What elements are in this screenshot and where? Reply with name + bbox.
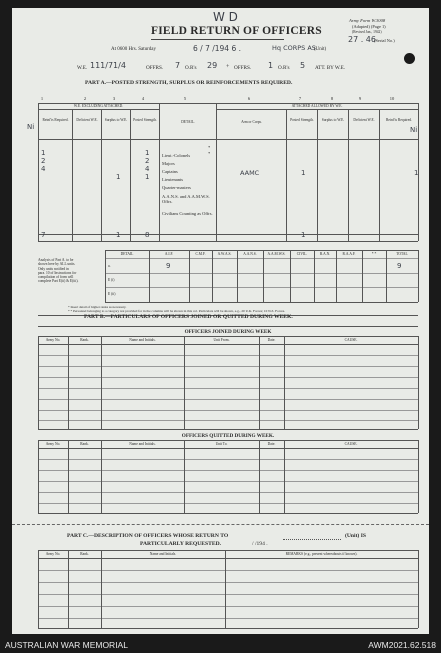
table-rule bbox=[38, 109, 159, 110]
header-posted-strength: Posted Strength. bbox=[133, 118, 157, 122]
col-number: 4 bbox=[141, 96, 145, 101]
detail-label: Quarter-masters bbox=[162, 185, 191, 190]
analysis-rule bbox=[212, 250, 213, 302]
quitted-table-rule bbox=[38, 440, 39, 513]
perforation-line bbox=[12, 524, 429, 525]
part-c-table-rule bbox=[68, 550, 69, 628]
quitted-table-rule bbox=[38, 481, 418, 482]
analysis-header: R.A.N. bbox=[319, 252, 331, 256]
part-c-col-header: Rank. bbox=[80, 552, 89, 556]
ors-label: O.R's bbox=[185, 65, 197, 71]
total-col3: 1 bbox=[116, 231, 121, 239]
joined-table-rule bbox=[38, 344, 418, 345]
analysis-rule bbox=[105, 258, 418, 259]
col4-value-ltcol: 1 bbox=[145, 149, 150, 157]
asterisk-mark: * bbox=[208, 145, 211, 150]
table-rule bbox=[286, 109, 287, 241]
joined-table-rule bbox=[38, 388, 418, 389]
analysis-row-label: E (i) bbox=[108, 278, 115, 282]
col3-value-lieutenant: 1 bbox=[116, 173, 121, 181]
header-detail: DETAIL. bbox=[181, 120, 195, 124]
header-reinforcements: Reinf'ts Required. bbox=[42, 118, 69, 122]
part-c-col-header: Army No. bbox=[45, 552, 61, 556]
analysis-rule bbox=[290, 250, 291, 302]
col2-value-ltcol: 1 bbox=[41, 149, 46, 157]
part-c-heading: PART C.—DESCRIPTION OF OFFICERS WHOSE RETURN TO bbox=[67, 533, 229, 539]
army-form-number: Army Form W.3008 bbox=[349, 18, 386, 23]
offrs-value: 7 bbox=[175, 61, 181, 70]
plus-sign: + bbox=[226, 64, 230, 70]
analysis-header: TOTAL bbox=[396, 252, 408, 256]
analysis-header: DETAIL bbox=[120, 252, 134, 256]
footnote-other-personnel: * * Personnel belonging to a category not provided for in the columns will be shown in this col. Particulars will be shown, e.g., 20 U.K. Forces; 10 N.Z. Forces. bbox=[68, 309, 286, 313]
table-rule bbox=[38, 234, 418, 235]
joined-table-rule bbox=[38, 420, 418, 421]
joined-col-header: Army No. bbox=[45, 338, 61, 342]
analysis-rule bbox=[418, 250, 419, 302]
analysis-aif-value: 9 bbox=[166, 262, 171, 270]
form-title: FIELD RETURN OF OFFICERS bbox=[151, 25, 322, 37]
header-attached-deficient: Deficient W.E. bbox=[353, 118, 375, 122]
quitted-table-rule bbox=[38, 513, 418, 514]
joined-table-rule bbox=[38, 336, 418, 337]
col4-value-captain: 4 bbox=[145, 165, 150, 173]
analysis-rule bbox=[105, 273, 418, 274]
total-col1: 7 bbox=[41, 231, 46, 239]
analysis-rule bbox=[105, 302, 418, 303]
report-time-label: At 0600 Hrs. Saturday bbox=[111, 47, 156, 52]
ors-value: 29 bbox=[207, 61, 218, 70]
part-c-table-rule bbox=[38, 570, 418, 571]
section-rule bbox=[38, 326, 418, 327]
joined-table-rule bbox=[38, 366, 418, 367]
group-header-attached: ATTACHED ALLOWED BY W.E. bbox=[291, 104, 343, 108]
quitted-table-rule bbox=[101, 440, 102, 513]
quitted-heading: OFFICERS QUITTED DURING WEEK. bbox=[181, 433, 275, 439]
part-c-table-rule bbox=[225, 550, 226, 628]
unit-blank-line bbox=[283, 539, 341, 540]
analysis-total-value: 9 bbox=[397, 262, 402, 270]
analysis-rule bbox=[189, 250, 190, 302]
analysis-rule bbox=[336, 250, 337, 302]
analysis-row-label: E (ii) bbox=[108, 292, 116, 296]
we-label: W.E. bbox=[77, 65, 88, 71]
col4-value-lieutenant: 1 bbox=[145, 173, 150, 181]
analysis-rule bbox=[149, 250, 150, 302]
joined-table-rule bbox=[38, 355, 418, 356]
header-attached-surplus: Surplus to W.E. bbox=[321, 118, 345, 122]
unit-name-value: Hq CORPS AS bbox=[272, 44, 316, 52]
detail-label: Lieutenants bbox=[162, 177, 183, 182]
table-rule bbox=[379, 109, 380, 241]
header-attached-reinforcements: Reinf'ts Required. bbox=[386, 118, 412, 122]
analysis-rule bbox=[105, 250, 418, 251]
joined-table-rule bbox=[68, 336, 69, 429]
document-page bbox=[12, 8, 429, 634]
analysis-header: A.W.A.S. bbox=[217, 252, 232, 256]
col-number: 10 bbox=[389, 96, 395, 101]
joined-table-rule bbox=[101, 336, 102, 429]
detail-label: Lieut.-Colonels bbox=[162, 153, 191, 158]
header-deficient: Deficient W.E. bbox=[76, 118, 98, 122]
footer-institution: AUSTRALIAN WAR MEMORIAL bbox=[5, 640, 128, 650]
table-rule bbox=[72, 109, 73, 241]
serial-number-label: (Serial No.) bbox=[374, 38, 395, 43]
joined-table-rule bbox=[418, 336, 419, 429]
part-a-heading: PART A.—POSTED STRENGTH, SURPLUS OR REINFORCEMENTS REQUIRED. bbox=[85, 80, 293, 86]
footer-accession-number: AWM2021.62.518 bbox=[368, 640, 436, 650]
table-rule bbox=[348, 109, 349, 241]
joined-table-rule bbox=[284, 336, 285, 429]
offrs-label: OFFRS. bbox=[146, 65, 164, 71]
analysis-instructions: Analysis of Part A. to be shown here by ALL units. Only units notified in para. 10 of Instructions for compilation of form will complete Part E(ii) & E(iii). bbox=[38, 258, 79, 284]
detail-label: A.A.N.S. and A.A.M.W.S. Offrs. bbox=[162, 194, 210, 204]
total-col4: 8 bbox=[145, 231, 150, 239]
part-c-table-rule bbox=[38, 606, 418, 607]
analysis-header: A.A.M.W.S. bbox=[267, 252, 286, 256]
quitted-col-header: Rank. bbox=[80, 442, 89, 446]
title-underline bbox=[151, 39, 284, 40]
part-c-date: / /194 . bbox=[252, 541, 268, 547]
part-c-col-header: REMARKS (e.g., present whereabouts if known). bbox=[285, 552, 358, 556]
offrs2-value: 1 bbox=[268, 61, 274, 70]
analysis-rule bbox=[105, 250, 106, 302]
quitted-table-rule bbox=[38, 459, 418, 460]
detail-label: Captains bbox=[162, 169, 178, 174]
quitted-table-rule bbox=[259, 440, 260, 513]
analysis-header: CIVIL. bbox=[296, 252, 308, 256]
col-number: 6 bbox=[247, 96, 251, 101]
total-col7: 1 bbox=[301, 231, 306, 239]
analysis-header: C.M.F. bbox=[195, 252, 206, 256]
analysis-row-label: a. bbox=[108, 264, 111, 268]
quitted-col-header: Army No. bbox=[45, 442, 61, 446]
analysis-header: R.A.A.F. bbox=[342, 252, 356, 256]
joined-table-rule bbox=[259, 336, 260, 429]
part-c-table-rule bbox=[38, 628, 418, 629]
table-rule bbox=[317, 109, 318, 241]
joined-table-rule bbox=[38, 410, 418, 411]
part-c-table-rule bbox=[38, 582, 418, 583]
part-c-unit-label: (Unit) IS bbox=[345, 533, 366, 539]
joined-col-header: Name and Initials. bbox=[129, 338, 156, 342]
col4-value-major: 2 bbox=[145, 157, 150, 165]
col2-value-major: 2 bbox=[41, 157, 46, 165]
quitted-col-header: CAUSE. bbox=[344, 442, 358, 446]
asterisk-mark: * bbox=[208, 151, 211, 156]
arm-or-corps-value: AAMC bbox=[240, 169, 260, 177]
quitted-table-rule bbox=[418, 440, 419, 513]
part-c-table-rule bbox=[418, 550, 419, 628]
joined-table-rule bbox=[38, 377, 418, 378]
analysis-header: A.A.N.S. bbox=[243, 252, 257, 256]
header-surplus: Surplus to W.E. bbox=[104, 118, 128, 122]
joined-table-rule bbox=[38, 429, 418, 430]
analysis-rule bbox=[314, 250, 315, 302]
part-c-heading-2: PARTICULARLY REQUESTED. bbox=[140, 541, 222, 547]
joined-heading: OFFICERS JOINED DURING WEEK bbox=[184, 329, 272, 335]
joined-col-header: Rank. bbox=[80, 338, 89, 342]
joined-table-rule bbox=[38, 336, 39, 429]
col-number: 7 bbox=[298, 96, 302, 101]
quitted-table-rule bbox=[284, 440, 285, 513]
quitted-col-header: Date. bbox=[267, 442, 276, 446]
joined-col-header: Unit From. bbox=[213, 338, 230, 342]
handwritten-top-note: W D bbox=[213, 10, 238, 24]
col7-value: 1 bbox=[301, 169, 306, 177]
analysis-rule bbox=[263, 250, 264, 302]
quitted-table-rule bbox=[38, 440, 418, 441]
joined-table-rule bbox=[184, 336, 185, 429]
margin-mark-right: Ni bbox=[410, 126, 418, 134]
margin-mark-left: Ni bbox=[27, 123, 35, 131]
analysis-rule bbox=[237, 250, 238, 302]
ors2-value: 5 bbox=[300, 61, 306, 70]
part-b-heading: PART B.—PARTICULARS OF OFFICERS JOINED OR QUITTED DURING WEEK. bbox=[84, 314, 293, 320]
col2-value-captain: 4 bbox=[41, 165, 46, 173]
analysis-rule bbox=[105, 287, 418, 288]
quitted-table-rule bbox=[38, 503, 418, 504]
table-rule bbox=[130, 109, 131, 241]
quitted-table-rule bbox=[68, 440, 69, 513]
quitted-table-rule bbox=[38, 470, 418, 471]
part-c-table-rule bbox=[38, 594, 418, 595]
joined-col-header: CAUSE. bbox=[344, 338, 358, 342]
part-c-table-rule bbox=[38, 550, 39, 628]
group-header-we: W.E. EXCLUDING ATTACHED. bbox=[73, 104, 124, 108]
detail-label: Majors bbox=[162, 161, 175, 166]
army-form-adapted: (Adapted) (Page 1) bbox=[352, 24, 386, 29]
part-c-table-rule bbox=[101, 550, 102, 628]
part-c-table-rule bbox=[38, 550, 418, 551]
punch-hole bbox=[404, 53, 415, 64]
joined-col-header: Date. bbox=[267, 338, 276, 342]
unit-label: (Unit) bbox=[314, 47, 327, 52]
table-rule bbox=[38, 139, 418, 140]
col-number: 9 bbox=[358, 96, 362, 101]
col-number: 5 bbox=[183, 96, 187, 101]
detail-label: Civilians Counting as Offrs. bbox=[162, 211, 213, 216]
col-number: 1 bbox=[40, 96, 44, 101]
analysis-header: A.I.F. bbox=[164, 252, 174, 256]
part-c-col-header: Name and Initials. bbox=[149, 552, 177, 556]
header-attached-posted: Posted Strength. bbox=[290, 118, 314, 122]
we-value: 111/71/4 bbox=[90, 61, 126, 70]
col10-value: 1 bbox=[414, 169, 419, 177]
analysis-rule bbox=[386, 250, 387, 302]
analysis-rule bbox=[362, 250, 363, 302]
quitted-table-rule bbox=[38, 492, 418, 493]
joined-table-rule bbox=[38, 399, 418, 400]
quitted-col-header: Unit To. bbox=[215, 442, 228, 446]
quitted-table-rule bbox=[184, 440, 185, 513]
ors2-label: O.R's bbox=[278, 65, 290, 71]
footnote-higher-ranks: * Insert detail of higher ranks as necessary. bbox=[68, 305, 127, 309]
table-rule bbox=[38, 241, 418, 242]
analysis-header: * * bbox=[371, 252, 377, 256]
part-c-table-rule bbox=[38, 558, 418, 559]
table-rule bbox=[101, 109, 102, 241]
report-date-value: 6 / 7 /194 6 . bbox=[193, 44, 241, 53]
quitted-table-rule bbox=[38, 448, 418, 449]
table-rule bbox=[38, 103, 39, 241]
quitted-col-header: Name and Initials. bbox=[129, 442, 156, 446]
army-form-revised: (Revised Jan., 1942) bbox=[352, 30, 382, 34]
col-number: 8 bbox=[330, 96, 334, 101]
offrs2-label: OFFRS. bbox=[234, 65, 252, 71]
col-number: 2 bbox=[83, 96, 87, 101]
part-c-table-rule bbox=[38, 618, 418, 619]
header-arm-or-corps: Arm or Corps. bbox=[241, 120, 262, 124]
att-by-we-label: ATT. BY W.E. bbox=[315, 65, 346, 71]
col-number: 3 bbox=[112, 96, 116, 101]
serial-number-value: 27 . 46 bbox=[348, 35, 376, 44]
